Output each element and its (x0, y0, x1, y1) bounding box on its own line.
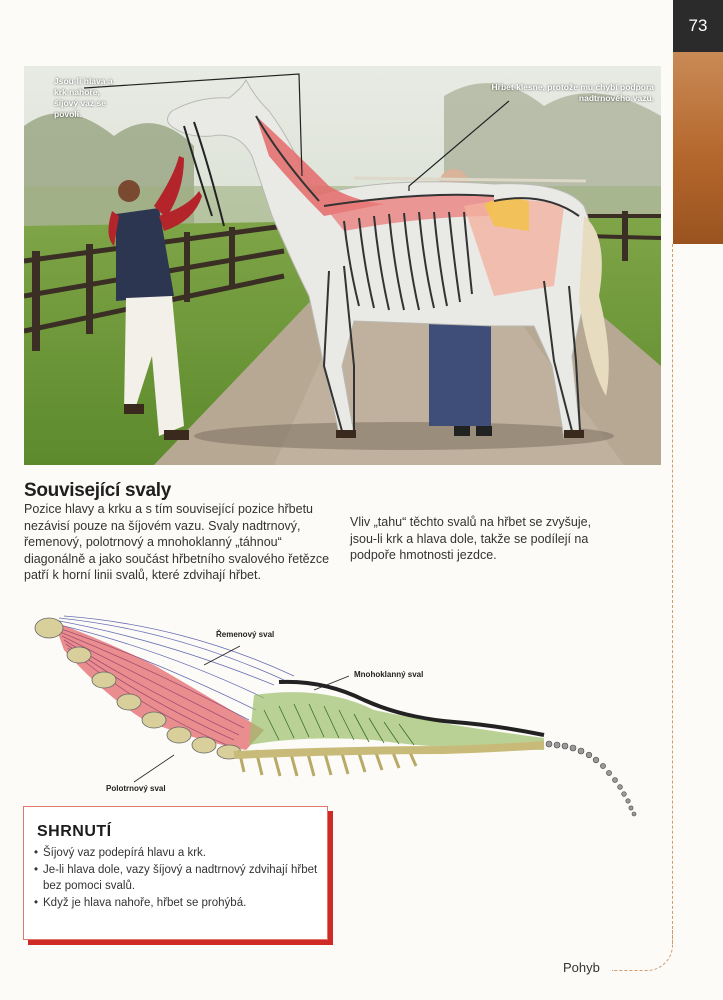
summary-title: SHRNUTÍ (37, 823, 112, 840)
summary-item: • Šíjový vaz podepírá hlavu a krk. (34, 845, 319, 862)
summary-box (23, 806, 328, 940)
horse-photo (24, 66, 661, 465)
footer-section-label: Pohyb (563, 960, 600, 975)
label-remenovy-sval: Řemenový sval (216, 630, 275, 639)
page-number: 73 (688, 16, 708, 35)
chapter-color-tab (673, 52, 723, 244)
dashed-margin-line (672, 244, 673, 944)
callout-neck-ligament: Jsou-li hlava a krk nahoře, šíjový vaz se povolí. (54, 76, 113, 119)
section-heading: Související svaly (24, 480, 171, 501)
summary-item: • Je-li hlava dole, vazy šíjový a nadtrnový zdvihají hřbet bez pomoci svalů. (34, 862, 319, 895)
dashed-margin-curve (612, 930, 673, 971)
summary-list (34, 845, 319, 911)
spine-muscle-diagram (24, 610, 644, 820)
page-number-tab (673, 0, 723, 52)
horse-skeleton-illustration (24, 66, 661, 465)
paragraph-right: Vliv „tahu“ těchto svalů na hřbet se zvyšuje, jsou-li krk a hlava dole, takže se podílejí na podpoře hmotnosti jezdce. (350, 515, 592, 562)
label-mnohoklanny-sval: Mnohoklanný sval (354, 670, 424, 679)
summary-item: • Když je hlava nahoře, hřbet se prohýbá. (34, 895, 319, 912)
label-polotrnovy-sval: Polotrnový sval (106, 784, 166, 793)
paragraph-left: Pozice hlavy a krku a s tím související pozice hřbetu nezávisí pouze na šíjovém vazu. Svaly nadtrnový, řemenový, polotrnový a mnohoklanný „táhnou“ diagonálně a jako součást hřbetního svalového řetězce patří k horní linii svalů, které zdvihají hřbet. (24, 502, 330, 582)
callout-back-sinks: Hřbet klesne, protože mu chybí podpora nadtrnového vazu. (491, 82, 654, 103)
